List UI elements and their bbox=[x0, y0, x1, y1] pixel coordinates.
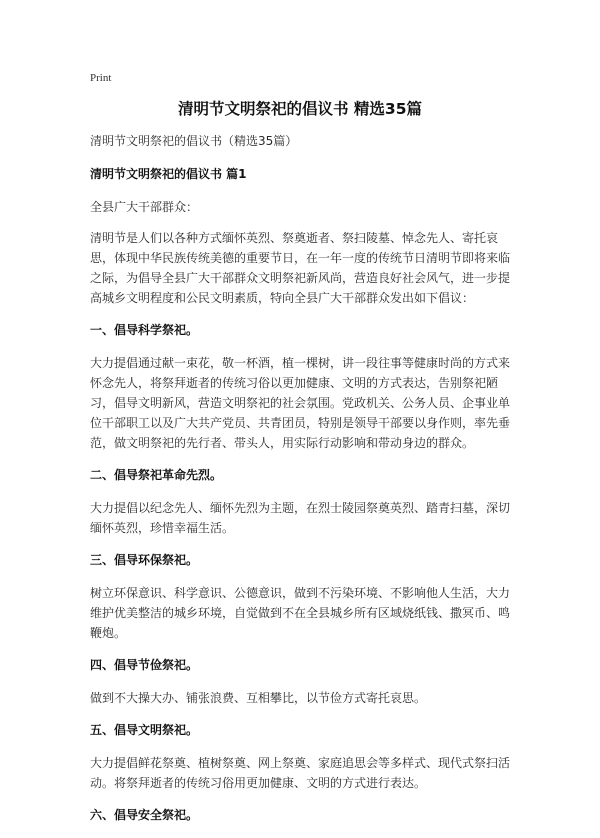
section-title: 清明节文明祭祀的倡议书 篇1 bbox=[90, 167, 247, 181]
page-title: 清明节文明祭祀的倡议书 精选35篇 bbox=[178, 100, 422, 118]
item-body-3: 树立环保意识、科学意识、公德意识，做到不污染环境、不影响他人生活，大力维护优美整洁的城乡环境，自觉做到不在全县城乡所有区域烧纸钱、撒冥币、鸣鞭炮。 bbox=[90, 586, 511, 640]
item-heading-4: 四、倡导节俭祭祀。 bbox=[90, 658, 199, 672]
document-body bbox=[90, 131, 515, 838]
item-body-1: 大力提倡通过献一束花，敬一杯酒，植一棵树，讲一段往事等健康时尚的方式来怀念先人，将祭拜逝者的传统习俗以更加健康、文明的方式表达，告别祭祀陋习，倡导文明新风，营造文明祭祀的社会氛围。党政机关、公务人员、企事业单位干部职工以及广大共产党员、共青团员，特别是领导干部要以身作则，率先垂范，做文明祭祀的先行者、带头人，用实际行动影响和带动身边的群众。 bbox=[90, 356, 511, 450]
print-link[interactable]: Print bbox=[90, 72, 112, 84]
item-heading-6: 六、倡导安全祭祀。 bbox=[90, 808, 199, 822]
item-heading-2: 二、倡导祭祀革命先烈。 bbox=[90, 468, 223, 482]
item-heading-3: 三、倡导环保祭祀。 bbox=[90, 553, 199, 567]
item-body-2: 大力提倡以纪念先人、缅怀先烈为主题，在烈士陵园祭奠英烈、踏青扫墓，深切缅怀英烈，珍惜幸福生活。 bbox=[90, 501, 511, 535]
item-heading-1: 一、倡导科学祭祀。 bbox=[90, 323, 199, 337]
item-body-5: 大力提倡鲜花祭奠、植树祭奠、网上祭奠、家庭追思会等多样式、现代式祭扫活动。将祭拜逝者的传统习俗用更加健康、文明的方式进行表达。 bbox=[90, 756, 511, 790]
item-heading-5: 五、倡导文明祭祀。 bbox=[90, 723, 199, 737]
intro-paragraph: 清明节是人们以各种方式缅怀英烈、祭奠逝者、祭扫陵墓、悼念先人、寄托哀思，体现中华民族传统美德的重要节日，在一年一度的传统节日清明节即将来临之际，为倡导全县广大干部群众文明祭祀新风尚，营造良好社会风气，进一步提高城乡文明程度和公民文明素质，特向全县广大干部群众发出如下倡议： bbox=[90, 231, 511, 305]
greeting: 全县广大干部群众： bbox=[90, 200, 199, 214]
item-body-4: 做到不大操大办、铺张浪费、互相攀比，以节俭方式寄托哀思。 bbox=[90, 691, 427, 705]
document-subtitle: 清明节文明祭祀的倡议书（精选35篇） bbox=[90, 134, 298, 148]
